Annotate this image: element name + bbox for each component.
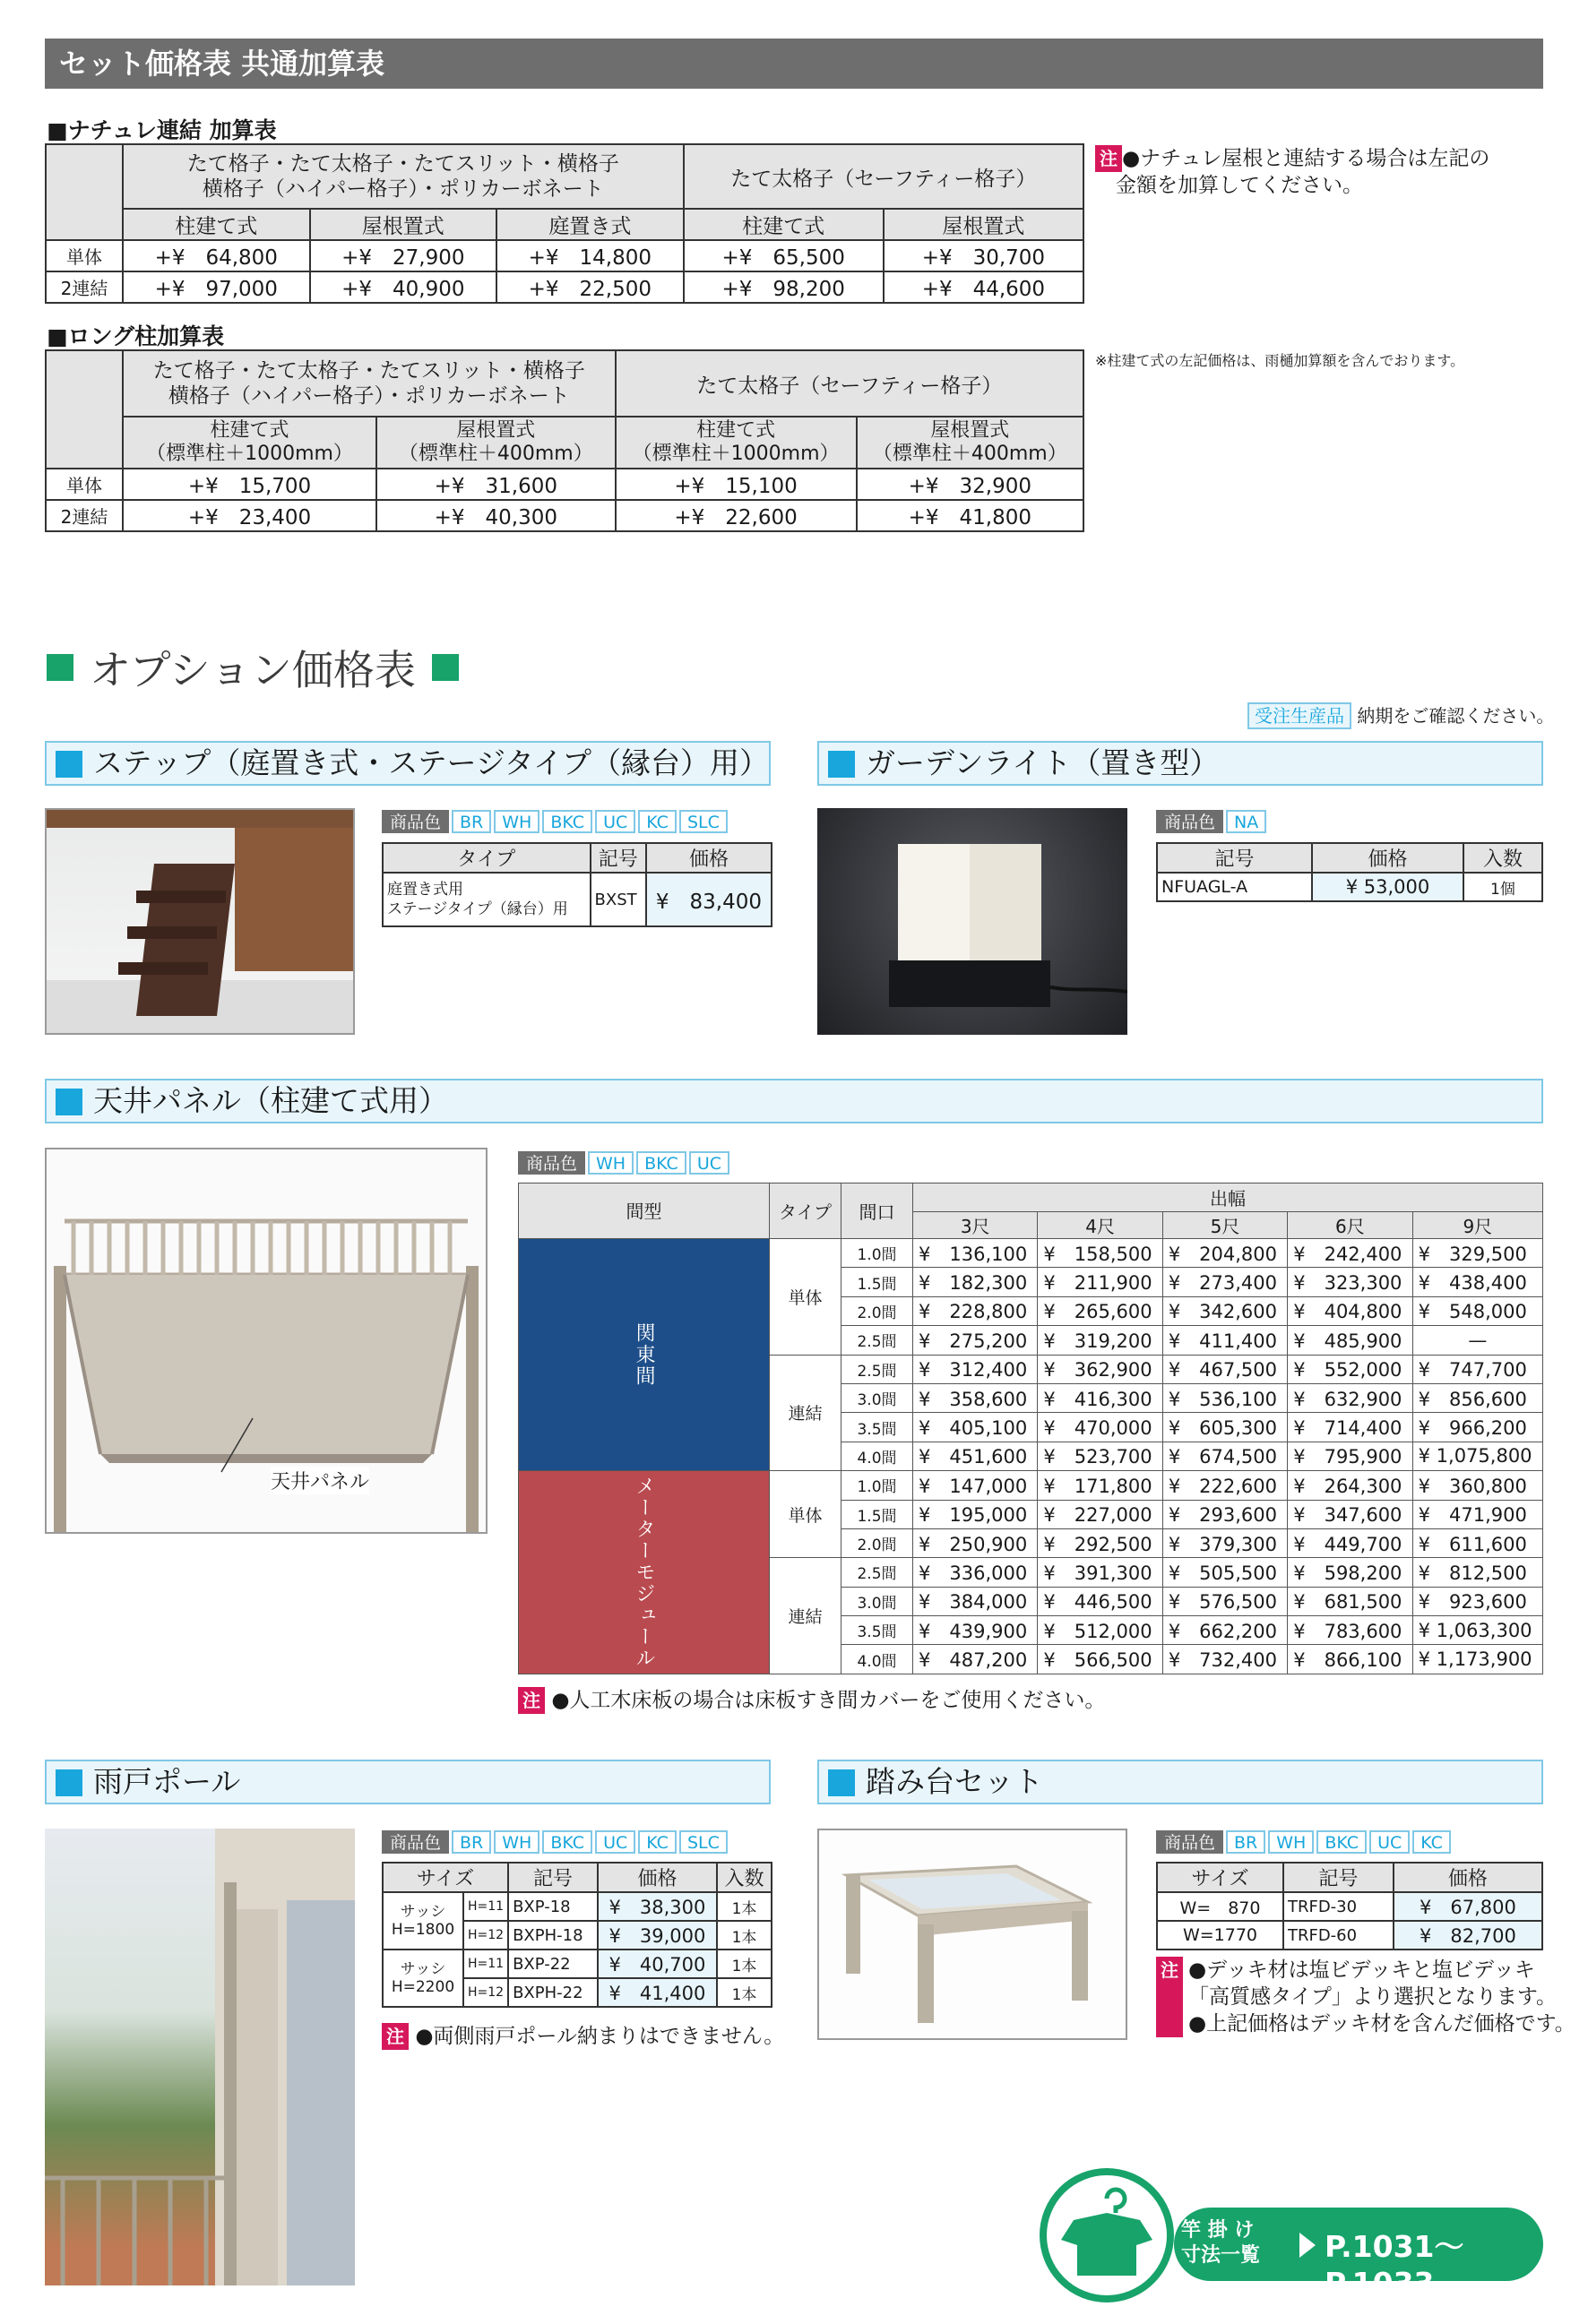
table-row <box>1157 1921 1542 1950</box>
price-cell: +¥ 22,500 <box>496 271 684 303</box>
light-color-chips <box>1156 810 1269 835</box>
pole-table <box>382 1862 772 2008</box>
price-cell: ¥ 227,000 <box>1038 1500 1162 1528</box>
table-row <box>46 271 1083 303</box>
price-cell: ¥ 923,600 <box>1412 1587 1542 1615</box>
span-cell: 4.0間 <box>841 1442 913 1470</box>
depth-header: 9尺 <box>1412 1212 1542 1239</box>
price-cell: ¥ 147,000 <box>913 1471 1038 1500</box>
price-cell: ¥ 783,600 <box>1288 1616 1412 1645</box>
bench-table <box>1156 1862 1543 1950</box>
color-chip: UC <box>595 810 635 833</box>
price-cell: — <box>1412 1326 1542 1355</box>
price-cell: ¥ 1,075,800 <box>1412 1442 1542 1470</box>
row-label: 2連結 <box>46 271 123 303</box>
pole-color-chips <box>382 1830 730 1855</box>
price-cell: ¥ 40,700 <box>598 1950 717 1978</box>
ceiling-color-chips <box>518 1151 732 1176</box>
color-chip: BKC <box>1316 1830 1367 1854</box>
natyure-col-header: 柱建て式 <box>123 209 310 240</box>
price-cell: ¥ 204,800 <box>1162 1239 1287 1268</box>
price-cell: ¥ 439,900 <box>913 1616 1038 1645</box>
price-cell: ¥ 347,600 <box>1288 1500 1412 1528</box>
price-cell: ¥ 265,600 <box>1038 1296 1162 1325</box>
price-cell: ¥ 471,900 <box>1412 1500 1542 1528</box>
table-row <box>519 1471 1543 1500</box>
price-cell: ¥ 662,200 <box>1162 1616 1287 1645</box>
table-row <box>46 500 1083 531</box>
col-header: 価格 <box>1312 843 1463 873</box>
qty-cell: 1本 <box>717 1978 772 2007</box>
h-cell: H=12 <box>463 1921 508 1950</box>
price-cell: +¥ 97,000 <box>123 271 310 303</box>
color-chip: BR <box>452 810 491 833</box>
table-row <box>46 469 1083 500</box>
span-cell: 2.5間 <box>841 1355 913 1383</box>
price-cell: ¥ 182,300 <box>913 1268 1038 1296</box>
ceiling-section-title: 天井パネル（柱建て式用） <box>45 1079 1543 1123</box>
col-header: 出幅 <box>913 1184 1543 1212</box>
natyure-col-header: 柱建て式 <box>684 209 884 240</box>
light-code: NFUAGL-A <box>1157 873 1312 901</box>
price-cell: +¥ 40,900 <box>310 271 497 303</box>
bench-color-chips <box>1156 1830 1454 1855</box>
price-cell: ¥ 384,000 <box>913 1587 1038 1615</box>
price-cell: ¥ 211,900 <box>1038 1268 1162 1296</box>
price-cell: ¥ 293,600 <box>1162 1500 1287 1528</box>
span-cell: 2.5間 <box>841 1326 913 1355</box>
price-cell: ¥ 228,800 <box>913 1296 1038 1325</box>
h-cell: H=11 <box>463 1950 508 1978</box>
price-cell: ¥ 242,400 <box>1288 1239 1412 1268</box>
step-table <box>382 842 772 927</box>
color-chip: KC <box>1412 1830 1451 1854</box>
price-cell: ¥ 605,300 <box>1162 1413 1287 1442</box>
arrow-icon <box>1299 2233 1316 2258</box>
price-cell: ¥ 336,000 <box>913 1558 1038 1587</box>
price-cell: +¥ 22,600 <box>616 500 857 531</box>
color-chip: BR <box>1226 1830 1265 1854</box>
price-cell: ¥ 856,600 <box>1412 1383 1542 1412</box>
color-chip: SLC <box>679 810 728 833</box>
row-label: 2連結 <box>46 500 123 531</box>
color-chip: BKC <box>542 810 592 833</box>
price-cell: +¥ 32,900 <box>857 469 1083 500</box>
step-price: ¥ 83,400 <box>646 873 772 926</box>
span-cell: 3.5間 <box>841 1413 913 1442</box>
col-header: 価格 <box>646 843 772 873</box>
long-col-header: 柱建て式 （標準柱＋1000mm） <box>123 417 376 469</box>
price-cell: ¥ 329,500 <box>1412 1239 1542 1268</box>
price-cell: ¥ 195,000 <box>913 1500 1038 1528</box>
group-label: メーターモジュール <box>519 1471 770 1674</box>
depth-header: 5尺 <box>1162 1212 1287 1239</box>
price-cell: +¥ 27,900 <box>310 240 497 271</box>
price-cell: ¥ 411,400 <box>1162 1326 1287 1355</box>
step-code: BXST <box>591 873 646 926</box>
code-cell: TRFD-60 <box>1283 1921 1394 1950</box>
footer-label: 竿 掛 け 寸法一覧 <box>1181 2219 1261 2267</box>
col-header: 価格 <box>1394 1863 1542 1892</box>
price-cell: ¥ 323,300 <box>1288 1268 1412 1296</box>
color-chip: SLC <box>679 1830 728 1854</box>
color-label: 商品色 <box>518 1151 585 1175</box>
step-photo <box>45 808 355 1035</box>
group-label: 関東間 <box>519 1239 770 1471</box>
price-cell: ¥ 566,500 <box>1038 1645 1162 1674</box>
price-cell: ¥ 576,500 <box>1162 1587 1287 1615</box>
price-cell: ¥ 611,600 <box>1412 1528 1542 1557</box>
color-chip: WH <box>494 1830 539 1854</box>
span-cell: 3.0間 <box>841 1383 913 1412</box>
col-header: タイプ <box>383 843 591 873</box>
bench-notes: 注 ●デッキ材は塩ビデッキと塩ビデッキ 「高質感タイプ」より選択となります。 ●上記価格はデッキ材を含んだ価格です。 <box>1156 1957 1575 2037</box>
price-cell: ¥ 449,700 <box>1288 1528 1412 1557</box>
span-cell: 1.0間 <box>841 1471 913 1500</box>
price-cell: ¥ 446,500 <box>1038 1587 1162 1615</box>
price-cell: ¥ 416,300 <box>1038 1383 1162 1412</box>
price-cell: ¥ 505,500 <box>1162 1558 1287 1587</box>
price-cell: ¥ 438,400 <box>1412 1268 1542 1296</box>
span-cell: 2.5間 <box>841 1558 913 1587</box>
price-cell: ¥ 485,900 <box>1288 1326 1412 1355</box>
kind-label: 連結 <box>770 1355 841 1471</box>
light-table <box>1156 842 1543 902</box>
price-cell: ¥ 470,000 <box>1038 1413 1162 1442</box>
step-type: 庭置き式用 ステージタイプ（縁台）用 <box>383 873 591 926</box>
long-table <box>45 349 1084 532</box>
hanger-icon <box>1040 2168 1174 2302</box>
depth-header: 3尺 <box>913 1212 1038 1239</box>
table-row <box>383 1950 772 1978</box>
square-icon <box>56 751 82 778</box>
color-label: 商品色 <box>382 1830 449 1854</box>
price-cell: ¥ 360,800 <box>1412 1471 1542 1500</box>
span-cell: 1.5間 <box>841 1500 913 1528</box>
price-cell: ¥ 866,100 <box>1288 1645 1412 1674</box>
price-cell: ¥ 523,700 <box>1038 1442 1162 1470</box>
price-cell: ¥ 158,500 <box>1038 1239 1162 1268</box>
code-cell: BXPH-18 <box>508 1921 598 1950</box>
row-label: 単体 <box>46 240 123 271</box>
table-row <box>46 240 1083 271</box>
price-cell: +¥ 31,600 <box>376 469 616 500</box>
h-cell: H=11 <box>463 1892 508 1921</box>
step-section-title: ステップ（庭置き式・ステージタイプ（縁台）用） <box>45 741 771 786</box>
color-chip: BR <box>452 1830 491 1854</box>
bench-photo <box>817 1829 1127 2040</box>
qty-cell: 1本 <box>717 1921 772 1950</box>
color-chip: BKC <box>542 1830 592 1854</box>
color-chip: KC <box>638 1830 677 1854</box>
color-label: 商品色 <box>1156 1830 1223 1854</box>
table-row <box>383 1892 772 1921</box>
price-cell: ¥ 264,300 <box>1288 1471 1412 1500</box>
span-cell: 3.5間 <box>841 1616 913 1645</box>
color-chip: UC <box>1369 1830 1410 1854</box>
ceiling-note: 注 ●人工木床板の場合は床板すき間カバーをご使用ください。 <box>518 1687 1105 1714</box>
price-cell: ¥ 39,000 <box>598 1921 717 1950</box>
col-header: 間口 <box>841 1184 913 1239</box>
color-chip: WH <box>588 1151 634 1175</box>
price-cell: ¥ 82,700 <box>1394 1921 1542 1950</box>
price-cell: +¥ 40,300 <box>376 500 616 531</box>
span-cell: 1.5間 <box>841 1268 913 1296</box>
light-qty: 1個 <box>1463 873 1542 901</box>
price-cell: ¥ 714,400 <box>1288 1413 1412 1442</box>
color-chip: UC <box>595 1830 635 1854</box>
qty-cell: 1本 <box>717 1892 772 1921</box>
price-cell: ¥ 342,600 <box>1162 1296 1287 1325</box>
price-cell: ¥ 358,600 <box>913 1383 1038 1412</box>
price-cell: ¥ 38,300 <box>598 1892 717 1921</box>
price-cell: ¥ 552,000 <box>1288 1355 1412 1383</box>
footer-pages: P.1031～P.1033 <box>1325 2229 1464 2301</box>
price-cell: +¥ 44,600 <box>884 271 1083 303</box>
light-price: ¥ 53,000 <box>1312 873 1463 901</box>
natyure-title: ■ナチュレ連結 加算表 <box>47 117 277 143</box>
price-cell: ¥ 312,400 <box>913 1355 1038 1383</box>
color-chip: NA <box>1226 810 1266 833</box>
span-cell: 4.0間 <box>841 1645 913 1674</box>
price-cell: ¥ 1,173,900 <box>1412 1645 1542 1674</box>
options-heading: オプション価格表 <box>47 638 459 697</box>
price-cell: ¥ 404,800 <box>1288 1296 1412 1325</box>
color-chip: UC <box>689 1151 729 1175</box>
price-cell: ¥ 250,900 <box>913 1528 1038 1557</box>
pole-photo <box>45 1829 355 2285</box>
span-cell: 2.0間 <box>841 1528 913 1557</box>
square-icon <box>56 1769 82 1796</box>
natyure-group1: たて格子・たて太格子・たてスリット・横格子 横格子（ハイパー格子）・ポリカーボネート <box>123 144 684 209</box>
natyure-table <box>45 143 1084 304</box>
col-header: 入数 <box>717 1863 772 1892</box>
price-cell: ¥ 292,500 <box>1038 1528 1162 1557</box>
price-cell: ¥ 275,200 <box>913 1326 1038 1355</box>
depth-header: 6尺 <box>1288 1212 1412 1239</box>
price-cell: ¥ 598,200 <box>1288 1558 1412 1587</box>
col-header: サイズ <box>383 1863 508 1892</box>
span-cell: 2.0間 <box>841 1296 913 1325</box>
price-cell: +¥ 23,400 <box>123 500 376 531</box>
price-cell: +¥ 64,800 <box>123 240 310 271</box>
pole-section-title: 雨戸ポール <box>45 1760 771 1804</box>
long-col-header: 屋根置式 （標準柱＋400mm） <box>376 417 616 469</box>
col-header: 価格 <box>598 1863 717 1892</box>
size-cell: サッシ H=2200 <box>383 1950 463 2007</box>
price-cell: +¥ 30,700 <box>884 240 1083 271</box>
long-note: ※柱建て式の左記価格は、雨樋加算額を含んでおります。 <box>1095 352 1465 369</box>
table-row <box>519 1239 1543 1268</box>
price-cell: ¥ 362,900 <box>1038 1355 1162 1383</box>
col-header: 記号 <box>508 1863 598 1892</box>
kind-label: 連結 <box>770 1558 841 1674</box>
price-cell: ¥ 812,500 <box>1412 1558 1542 1587</box>
natyure-col-header: 屋根置式 <box>310 209 497 240</box>
price-cell: ¥ 273,400 <box>1162 1268 1287 1296</box>
price-cell: +¥ 98,200 <box>684 271 884 303</box>
price-cell: ¥ 171,800 <box>1038 1471 1162 1500</box>
ceiling-photo <box>45 1148 488 1534</box>
qty-cell: 1本 <box>717 1950 772 1978</box>
step-color-chips <box>382 810 730 835</box>
col-header: 記号 <box>1283 1863 1394 1892</box>
page-header: セット価格表 共通加算表 <box>45 39 1543 89</box>
price-cell: ¥ 795,900 <box>1288 1442 1412 1470</box>
ceiling-panel-label: 天井パネル <box>271 1467 369 1494</box>
price-cell: ¥ 222,600 <box>1162 1471 1287 1500</box>
long-title: ■ロング柱加算表 <box>47 323 225 349</box>
price-cell: ¥ 681,500 <box>1288 1587 1412 1615</box>
light-section-title: ガーデンライト（置き型） <box>817 741 1543 786</box>
natyure-col-header: 庭置き式 <box>496 209 684 240</box>
ceiling-table <box>518 1183 1543 1674</box>
h-cell: H=12 <box>463 1978 508 2007</box>
price-cell: ¥ 67,800 <box>1394 1892 1542 1921</box>
made-to-order-note: 受注生産品 納期をご確認ください。 <box>1247 702 1554 727</box>
pole-note: 注 ●両側雨戸ポール納まりはできません。 <box>382 2023 784 2050</box>
price-cell: ¥ 548,000 <box>1412 1296 1542 1325</box>
price-cell: ¥ 632,900 <box>1288 1383 1412 1412</box>
code-cell: BXP-18 <box>508 1892 598 1921</box>
bench-section-title: 踏み台セット <box>817 1760 1543 1804</box>
price-cell: ¥ 319,200 <box>1038 1326 1162 1355</box>
size-cell: サッシ H=1800 <box>383 1892 463 1950</box>
price-cell: ¥ 136,100 <box>913 1239 1038 1268</box>
price-cell: ¥ 536,100 <box>1162 1383 1287 1412</box>
col-header: サイズ <box>1157 1863 1283 1892</box>
kind-label: 単体 <box>770 1239 841 1356</box>
long-group2: たて太格子（セーフティー格子） <box>616 350 1083 417</box>
price-cell: ¥ 41,400 <box>598 1978 717 2007</box>
size-cell: W=1770 <box>1157 1921 1283 1950</box>
col-header: 入数 <box>1463 843 1542 873</box>
square-icon <box>828 751 855 778</box>
span-cell: 3.0間 <box>841 1587 913 1615</box>
light-photo <box>817 808 1127 1035</box>
price-cell: ¥ 966,200 <box>1412 1413 1542 1442</box>
price-cell: +¥ 15,100 <box>616 469 857 500</box>
price-cell: ¥ 405,100 <box>913 1413 1038 1442</box>
price-cell: ¥ 732,400 <box>1162 1645 1287 1674</box>
price-cell: +¥ 65,500 <box>684 240 884 271</box>
kind-label: 単体 <box>770 1471 841 1558</box>
price-cell: ¥ 379,300 <box>1162 1528 1287 1557</box>
square-icon <box>47 654 73 681</box>
price-cell: ¥ 487,200 <box>913 1645 1038 1674</box>
row-label: 単体 <box>46 469 123 500</box>
price-cell: ¥ 467,500 <box>1162 1355 1287 1383</box>
square-icon <box>432 654 459 681</box>
code-cell: BXP-22 <box>508 1950 598 1978</box>
price-cell: ¥ 512,000 <box>1038 1616 1162 1645</box>
price-cell: +¥ 14,800 <box>496 240 684 271</box>
price-cell: ¥ 674,500 <box>1162 1442 1287 1470</box>
price-cell: ¥ 451,600 <box>913 1442 1038 1470</box>
color-label: 商品色 <box>1156 810 1223 833</box>
long-col-header: 屋根置式 （標準柱＋400mm） <box>857 417 1083 469</box>
price-cell: +¥ 15,700 <box>123 469 376 500</box>
square-icon <box>828 1769 855 1796</box>
price-cell: ¥ 1,063,300 <box>1412 1616 1542 1645</box>
code-cell: BXPH-22 <box>508 1978 598 2007</box>
color-chip: WH <box>1268 1830 1314 1854</box>
natyure-note: 注 ●ナチュレ屋根と連結する場合は左記の 金額を加算してください。 <box>1095 145 1489 199</box>
col-header: 間型 <box>519 1184 770 1239</box>
table-row <box>1157 1892 1542 1921</box>
natyure-group2: たて太格子（セーフティー格子） <box>684 144 1083 209</box>
natyure-col-header: 屋根置式 <box>884 209 1083 240</box>
footer-reference-link[interactable] <box>1040 2168 1543 2302</box>
color-chip: BKC <box>636 1151 686 1175</box>
size-cell: W= 870 <box>1157 1892 1283 1921</box>
col-header: 記号 <box>1157 843 1312 873</box>
price-cell: ¥ 747,700 <box>1412 1355 1542 1383</box>
long-col-header: 柱建て式 （標準柱＋1000mm） <box>616 417 857 469</box>
col-header: 記号 <box>591 843 646 873</box>
color-label: 商品色 <box>382 810 449 833</box>
depth-header: 4尺 <box>1038 1212 1162 1239</box>
col-header: タイプ <box>770 1184 841 1239</box>
color-chip: KC <box>638 810 677 833</box>
color-chip: WH <box>494 810 539 833</box>
square-icon <box>56 1089 82 1115</box>
price-cell: ¥ 391,300 <box>1038 1558 1162 1587</box>
code-cell: TRFD-30 <box>1283 1892 1394 1921</box>
span-cell: 1.0間 <box>841 1239 913 1268</box>
long-group1: たて格子・たて太格子・たてスリット・横格子 横格子（ハイパー格子）・ポリカーボネート <box>123 350 616 417</box>
note-mark: 注 <box>1095 145 1122 172</box>
price-cell: +¥ 41,800 <box>857 500 1083 531</box>
